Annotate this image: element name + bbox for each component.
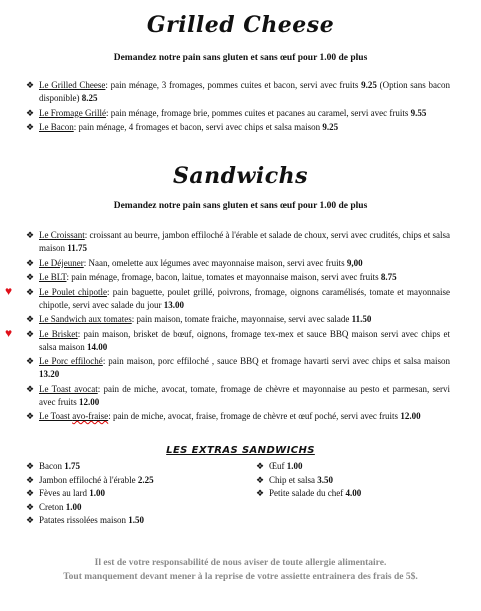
heart-icon: ♥ [5,283,13,298]
diamond-bullet-icon: ❖ [26,411,35,421]
diamond-bullet-icon: ❖ [256,474,265,485]
diamond-bullet-icon: ❖ [26,515,35,525]
extra-label: Bacon [39,461,65,471]
item-name: Le Sandwich aux tomates [39,314,132,324]
item-desc: : pain maison, porc effiloché , sauce BBQ et fromage havarti servi avec chips et salsa maison [102,356,450,366]
diamond-bullet-icon: ❖ [26,488,35,498]
item-price: 12.00 [78,396,100,407]
item-price: 13.00 [163,299,184,310]
diamond-bullet-icon: ❖ [26,80,35,90]
diamond-bullet-icon: ❖ [26,122,35,132]
list-item [26,474,226,488]
item-name: Le Poulet chipotle [39,286,108,297]
list-item [26,79,450,105]
grilled-cheese-subtitle: Demandez notre pain sans gluten et sans œuf pour 1.00 de plus [113,53,368,63]
extras-title: LES EXTRAS SANDWICHS [166,445,315,456]
list-item [26,410,450,423]
list-item [26,355,450,381]
item-name-misspelled: avo-fraise [72,411,109,421]
item-price: 9.55 [410,107,427,118]
allergy-notice: Il est de votre responsabilité de nous aviser de toute allergie alimentaire. [94,558,387,568]
item-name [39,411,108,421]
extra-label: Creton [39,501,66,512]
item-name: Le Grilled Cheese [39,80,106,90]
item-name-part: Le Toast [39,411,73,421]
extra-label: Patates rissolées maison [39,515,129,525]
item-desc: : pain maison, tomate fraiche, mayonnaise, servi avec salade [131,314,352,324]
item-desc: : pain baguette, poulet grillé, poivrons, fromage, oignons caramélisés, tomate et mayonnaise chipotle, servi avec salade du jour [39,286,451,310]
diamond-bullet-icon: ❖ [26,328,35,339]
item-price: 14.00 [87,341,108,352]
list-item [5,283,451,312]
item-price: 9.25 [361,80,377,90]
extra-label: Petite salade du chef [269,488,346,498]
item-desc: : pain ménage, 3 fromages, pommes cuites et bacon, servi avec fruits [105,80,362,90]
list-item [26,460,226,474]
sandwichs-subtitle: Demandez notre pain sans gluten et sans œuf pour 1.00 de plus [113,201,368,211]
list-item [256,460,456,474]
extras-left-list [26,460,226,528]
extras-right-list [256,460,456,501]
item-desc: : pain de miche, avocat, fraise, fromage de chèvre et œuf poché, servi avec fruits [108,411,401,421]
list-item [26,229,450,255]
diamond-bullet-icon: ❖ [26,314,35,324]
extra-label: Fèves au lard [39,488,90,498]
list-item [26,271,450,284]
item-name: Le Bacon [39,122,74,132]
item-name: Le Fromage Grillé [39,107,106,118]
item-extra: (Option sans bacon disponible) [39,80,450,103]
item-name: Le Brisket [39,328,78,339]
list-item [26,383,450,409]
extra-price: 1.75 [64,461,80,471]
item-desc: : Naan, omelette aux légumes avec mayonnaise maison, servi avec fruits [83,257,347,268]
diamond-bullet-icon: ❖ [26,272,35,282]
diamond-bullet-icon: ❖ [26,474,35,485]
extra-label: Chip et salsa [269,474,318,485]
plate-fee-notice: Tout manquement devant mener à la reprise de votre assiette entrainera des frais de 5$. [63,572,418,582]
grilled-cheese-title: Grilled Cheese [146,12,335,38]
diamond-bullet-icon: ❖ [26,356,35,366]
list-item [26,107,450,120]
sandwichs-title: Sandwichs [172,163,309,189]
item-name: Le Croissant [39,230,85,240]
item-price: 13.20 [39,369,60,379]
extra-price: 1.00 [286,461,303,471]
diamond-bullet-icon: ❖ [26,230,35,240]
list-item [26,313,450,326]
item-price: 9,00 [346,257,363,268]
item-price: 11.50 [351,314,372,324]
list-item [256,487,456,501]
diamond-bullet-icon: ❖ [256,488,265,498]
extra-price: 4.00 [345,488,362,498]
extra-label: Œuf [269,461,287,471]
diamond-bullet-icon: ❖ [26,257,35,268]
extra-price: 1.00 [65,501,82,512]
diamond-bullet-icon: ❖ [26,383,35,394]
extra-price: 1.50 [128,515,144,525]
list-item [26,501,226,515]
item-desc: : pain maison, brisket de bœuf, oignons, fromage tex-mex et sauce BBQ maison servi avec chips et salsa maison [39,328,450,352]
item-desc: : pain de miche, avocat, tomate, fromage de chèvre et mayonnaise au pesto et parmesan, servi avec fruits [39,383,450,407]
diamond-bullet-icon: ❖ [256,461,265,471]
extra-label: Jambon effiloché à l'érable [39,474,138,485]
item-name: Le Toast avocat [39,383,98,394]
item-name: Le Déjeuner [39,257,84,268]
diamond-bullet-icon: ❖ [26,501,35,512]
sandwichs-list [5,229,451,425]
item-price: 12.00 [400,411,421,421]
diamond-bullet-icon: ❖ [26,107,35,118]
diamond-bullet-icon: ❖ [26,286,35,297]
item-price: 9.25 [322,122,339,132]
extra-price: 3.50 [317,474,333,485]
extra-price: 1.00 [89,488,105,498]
list-item [5,325,450,354]
item-extra-price: 8.25 [81,93,98,103]
item-price: 8.75 [380,272,397,282]
diamond-bullet-icon: ❖ [26,461,35,471]
extra-price: 2.25 [137,474,154,485]
grilled-cheese-list [26,79,450,136]
item-name: Le BLT [39,272,67,282]
list-item [26,514,226,528]
item-name: Le Porc effiloché [39,356,103,366]
heart-icon: ♥ [5,325,13,340]
item-desc: : pain ménage, 4 fromages et bacon, servi avec chips et salsa maison [73,122,323,132]
list-item [26,121,450,134]
list-item [256,474,456,488]
list-item [26,487,226,501]
list-item [26,257,450,270]
item-desc: : pain ménage, fromage, bacon, laitue, tomates et mayonnaise maison, servi avec fruits [66,272,381,282]
item-desc: : croissant au beurre, jambon effiloché à l'érable et salade de choux, servi avec crudités, chips et salsa maison [39,230,451,253]
item-price: 11.75 [67,243,88,253]
item-desc: : pain ménage, fromage brie, pommes cuites et pacanes au caramel, servi avec fruits [105,107,411,118]
